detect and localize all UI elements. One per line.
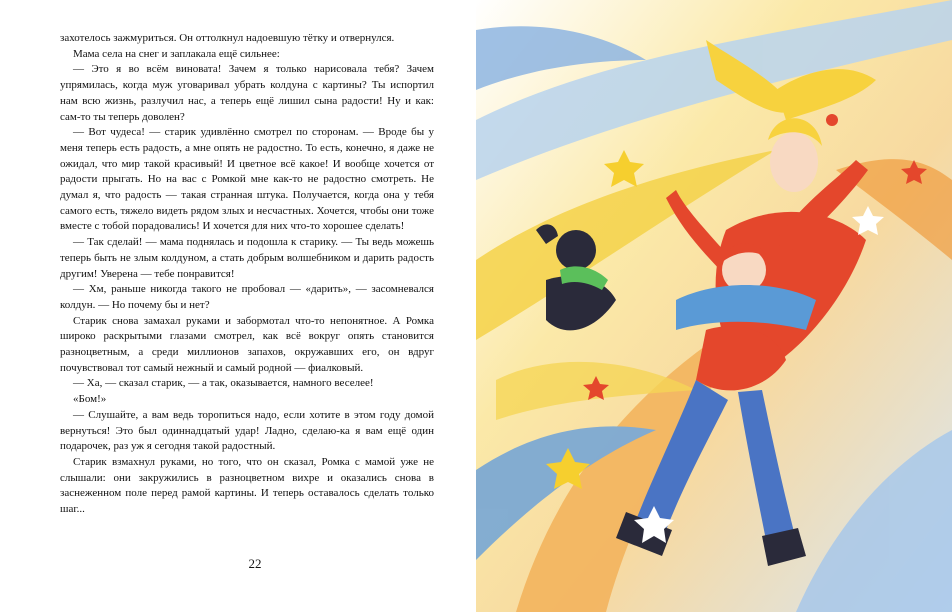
story-text <box>60 31 434 518</box>
paragraph: — Хм, раньше никогда такого не пробовал — «дарить», — засомневался колдун. — Но почему бы и нет? <box>60 283 434 311</box>
page-number: 22 <box>248 556 262 571</box>
paragraph: — Ха, — сказал старик, — а так, оказывается, намного веселее! <box>73 377 374 390</box>
paragraph: — Вот чудеса! — старик удивлённо смотрел по сторонам. — Вроде бы у меня теперь есть радость, а мне опять не радостно. То есть, конечно, я даже не ожидал, что мир такой красивый! И цветное всё какое! И вообще хочется от радости прыгать. Но на вас с Ромкой мне как-то не радостно смотреть. Не думал я, что радость — такая странная штука. Получается, когда она у тебя самого есть, тяжело видеть рядом злых и несчастных. Хочется, чтобы они тоже вместе с тобой порадовались! И хочется для них что-то хорошее сделать! <box>60 126 434 233</box>
paragraph: Старик взмахнул руками, но того, что он сказал, Ромка с мамой уже не слышали: они закружились в разноцветном вихре и оказались снова в заснеженном поле перед рамой картины. И теперь оставалось сделать только шаг... <box>60 455 434 516</box>
flying-family-illustration <box>476 0 952 612</box>
illustration-page <box>476 0 952 612</box>
paragraph: «Бом!» <box>73 393 107 406</box>
paragraph: Старик снова замахал руками и забормотал что-то непонятное. А Ромка широко раскрытыми глазами смотрел, как всё вокруг опять становится разноцветным, а среди миллионов запахов, окружавших его, он вдруг почувствовал тот самый нежный и самый родной — фиалковый. <box>60 314 434 374</box>
paragraph: — Слушайте, а вам ведь торопиться надо, если хотите в этом году домой вернуться! Это был одиннадцатый удар! Ладно, сделаю-ка я вам ещё один подарочек, раз уж я сегодня такой радостный. <box>60 408 434 453</box>
paragraph: захотелось зажмуриться. Он оттолкнул надоевшую тётку и отвернулся. <box>60 32 395 44</box>
paragraph: Мама села на снег и заплакала ещё сильнее: <box>73 47 280 60</box>
paragraph: — Так сделай! — мама поднялась и подошла к старику. — Ты ведь можешь теперь быть не злым колдуном, а стать добрым волшебником и дарить радость другим! Уверена — тебе понравится! <box>60 236 434 280</box>
paragraph: — Это я во всём виновата! Зачем я только нарисовала тебя? Зачем упрямилась, когда муж уговаривал убрать колдуна с картины? Ты испортил нам всю жизнь, разлучил нас, а теперь ещё лишил сына радости! Ну и как: сам-то ты теперь доволен? <box>60 63 434 123</box>
